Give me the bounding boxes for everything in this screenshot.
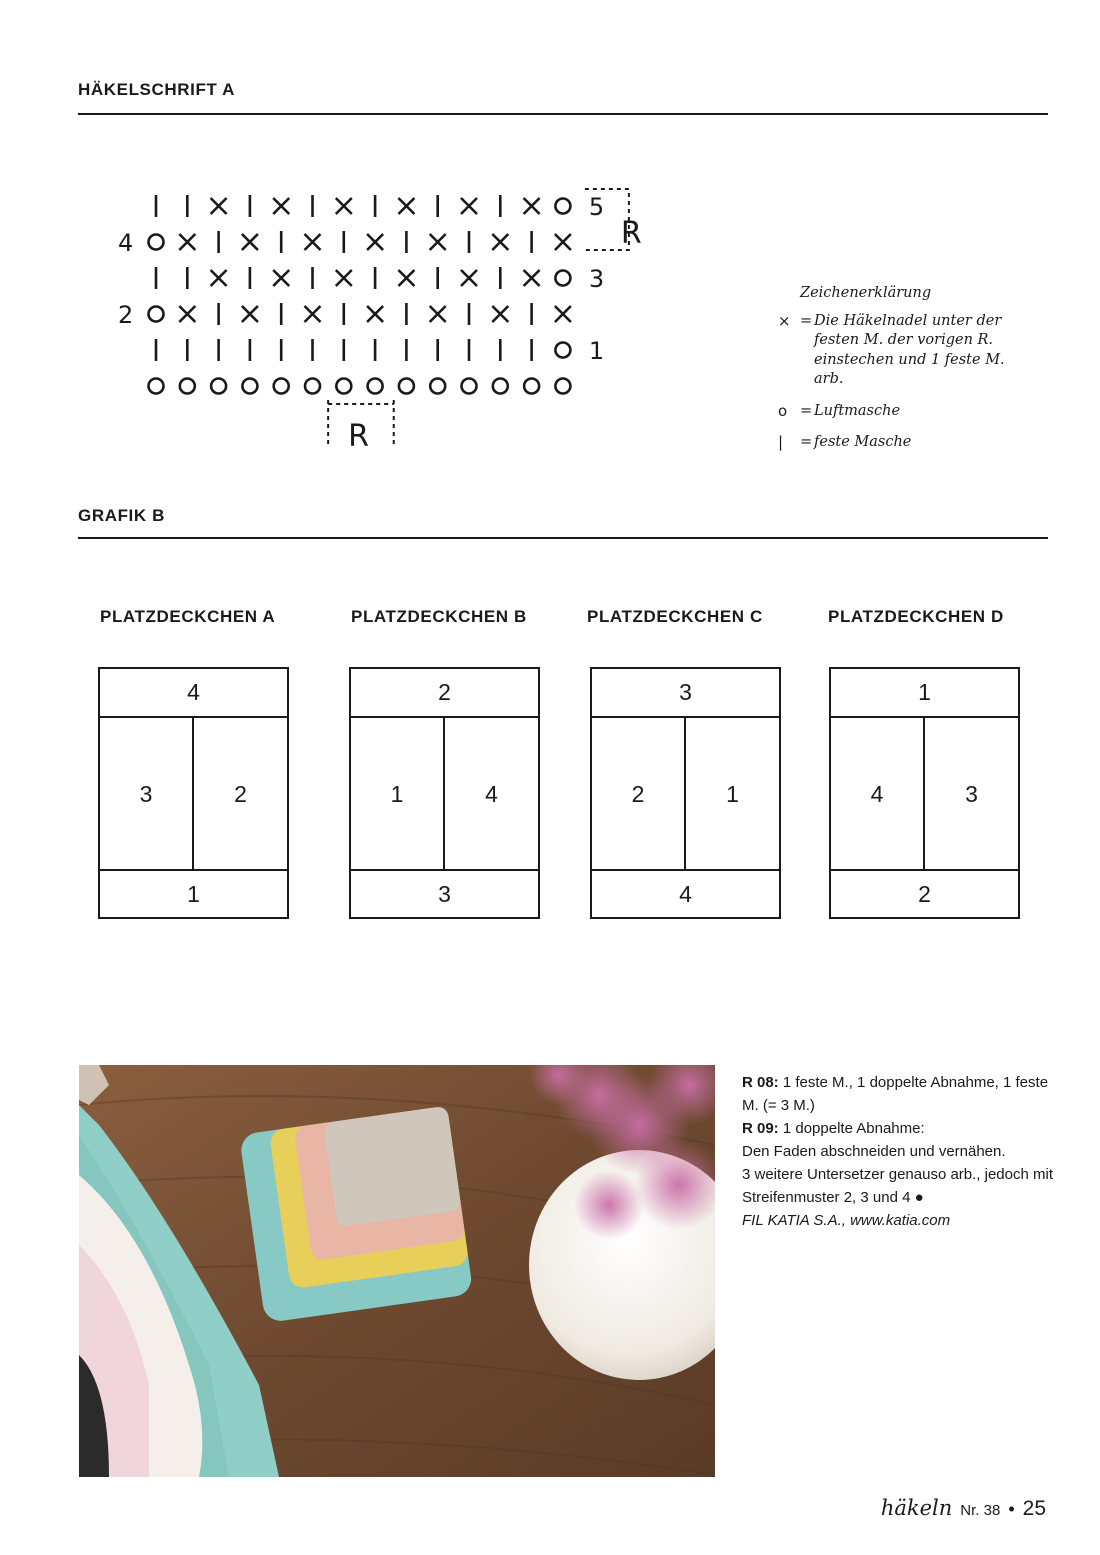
stripe-top: 2 [351, 669, 538, 718]
legend-text: feste Masche [814, 434, 912, 450]
placemat-b-title: PLATZDECKCHEN B [351, 607, 527, 626]
single-crochet-below-icon [179, 234, 195, 250]
chain-stitch-icon [430, 379, 445, 394]
chain-stitch-icon [149, 307, 164, 322]
stripe-right: 4 [485, 781, 498, 807]
single-crochet-below-icon [305, 234, 321, 250]
chain-stitch-icon [336, 379, 351, 394]
stripe-left: 2 [592, 718, 686, 871]
stripe-right: 1 [726, 781, 739, 807]
chain-stitch-icon [211, 379, 226, 394]
placemat-d-diagram [829, 667, 1020, 919]
single-crochet-below-icon [367, 306, 383, 322]
stripe-right: 3 [965, 781, 978, 807]
instruction-line: 3 weitere Untersetzer genauso arb., jedoch mit Streifenmuster 2, 3 und 4 [742, 1166, 1053, 1206]
end-mark-icon: ● [914, 1189, 924, 1206]
placemat-c-diagram [590, 667, 781, 919]
chain-stitch-icon [399, 379, 414, 394]
coaster-photo [79, 1065, 715, 1477]
chain-stitch-icon [555, 199, 570, 214]
single-crochet-below-icon [555, 234, 571, 250]
single-crochet-below-icon [524, 270, 540, 286]
chain-stitch-icon [555, 271, 570, 286]
stripe-top: 4 [100, 669, 287, 718]
placemat-d-title: PLATZDECKCHEN D [828, 607, 1004, 626]
legend-item-chain-stitch: o = Luftmasche [778, 402, 1038, 422]
stripe-left: 1 [351, 718, 445, 871]
single-crochet-below-icon [179, 306, 195, 322]
stripe-bottom: 4 [592, 869, 779, 917]
single-crochet-below-icon [461, 198, 477, 214]
r09-label: R 09: [742, 1120, 779, 1137]
row-number: 4 [118, 229, 134, 257]
chain-stitch-icon [555, 343, 570, 358]
row-number: 2 [118, 301, 134, 329]
separator-dot: • [1008, 1499, 1015, 1519]
stripe-bottom: 1 [100, 869, 287, 917]
chain-stitch-icon [242, 379, 257, 394]
single-crochet-below-icon [242, 306, 258, 322]
placemat-a-title: PLATZDECKCHEN A [100, 607, 276, 626]
legend-item-single-crochet-below: × = Die Häkelnadel unter der festen M. der vorigen R. einstechen und 1 feste M. arb. [778, 312, 1038, 390]
row-number: 3 [588, 265, 605, 293]
placemat-a-diagram [98, 667, 289, 919]
r08-text: 1 feste M., 1 doppelte Abnahme, 1 feste M. (= 3 M.) [742, 1074, 1049, 1114]
stripe-bottom: 3 [351, 869, 538, 917]
single-crochet-below-icon [211, 270, 227, 286]
r09-text: 1 doppelte Abnahme: [782, 1120, 925, 1137]
page-number: 25 [1022, 1497, 1046, 1520]
single-crochet-below-icon [430, 306, 446, 322]
section-b-rule [78, 537, 1048, 539]
single-crochet-below-icon [398, 198, 414, 214]
chain-stitch-icon [555, 379, 570, 394]
single-crochet-below-icon [305, 306, 321, 322]
single-crochet-below-icon [336, 198, 352, 214]
single-crochet-below-icon [430, 234, 446, 250]
single-crochet-below-icon [461, 270, 477, 286]
section-a-title: HÄKELSCHRIFT A [78, 80, 235, 99]
stripe-left: 3 [100, 718, 194, 871]
r08-label: R 08: [742, 1074, 779, 1091]
single-crochet-below-icon [524, 198, 540, 214]
stripe-left: 4 [831, 718, 925, 871]
row-number: 5 [588, 193, 605, 221]
legend-item-single-crochet: | = feste Masche [778, 433, 1038, 453]
stripe-top: 1 [831, 669, 1018, 718]
legend-text: Die Häkelnadel unter der festen M. der vorigen R. einstechen und 1 feste M. arb. [814, 312, 1005, 387]
coaster [239, 1106, 473, 1323]
chain-stitch-icon [274, 379, 289, 394]
single-crochet-below-icon [492, 306, 508, 322]
chain-stitch-icon [149, 379, 164, 394]
repeat-label: R [620, 216, 642, 251]
chain-stitch-icon [462, 379, 477, 394]
issue-number: Nr. 38 [960, 1502, 1001, 1519]
chain-stitch-icon [180, 379, 195, 394]
stripe-bottom: 2 [831, 869, 1018, 917]
credit-line: FIL KATIA S.A., www.katia.com [742, 1212, 951, 1229]
placemat-b-diagram [349, 667, 540, 919]
single-crochet-below-icon [273, 198, 289, 214]
chain-stitch-icon [524, 379, 539, 394]
magazine-brand: häkeln [880, 1496, 953, 1520]
bar-icon: | [778, 433, 784, 451]
chain-stitch-icon [149, 235, 164, 250]
stripe-top: 3 [592, 669, 779, 718]
crochet-chart [0, 0, 700, 470]
page-footer [881, 1496, 1046, 1521]
chart-legend [778, 284, 1038, 465]
chain-stitch-icon [493, 379, 508, 394]
section-b-title: GRAFIK B [78, 506, 165, 525]
row-number: 1 [588, 337, 605, 365]
legend-title: Zeichenerklärung [800, 285, 932, 301]
x-icon: × [778, 311, 791, 330]
single-crochet-below-icon [367, 234, 383, 250]
instruction-line: Den Faden abschneiden und vernähen. [742, 1143, 1006, 1160]
stripe-right: 2 [234, 781, 247, 807]
single-crochet-below-icon [492, 234, 508, 250]
chain-stitch-icon [368, 379, 383, 394]
chain-stitch-icon [305, 379, 320, 394]
instructions-text [742, 1071, 1062, 1232]
single-crochet-below-icon [336, 270, 352, 286]
repeat-label: R [348, 419, 370, 454]
single-crochet-below-icon [398, 270, 414, 286]
single-crochet-below-icon [273, 270, 289, 286]
single-crochet-below-icon [211, 198, 227, 214]
single-crochet-below-icon [242, 234, 258, 250]
legend-text: Luftmasche [814, 402, 901, 419]
single-crochet-below-icon [555, 306, 571, 322]
circle-icon: o [778, 401, 788, 420]
placemat-c-title: PLATZDECKCHEN C [587, 607, 763, 626]
